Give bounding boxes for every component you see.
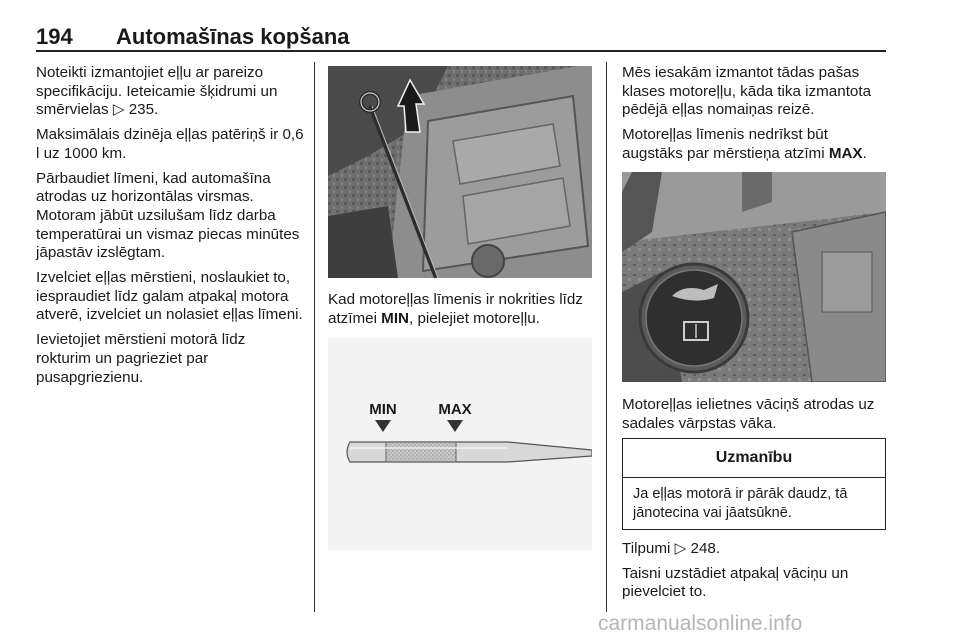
paragraph-insert-dipstick: Ievietojiet mērstieni motorā līdz rokturim un pagrieziet par pusapgriezienu. (36, 331, 246, 386)
paragraph-filler-cap: Motoreļļas ielietnes vāciņš atrodas uz sadales vārpstas vāka. (622, 396, 875, 432)
warning-box (622, 438, 886, 530)
dipstick-min-label: MIN (369, 401, 397, 418)
page-reference[interactable]: 235. (124, 101, 159, 119)
warning-text: Ja eļļas motorā ir pārāk daudz, tā jānotecina vai jāatsūknē. (633, 486, 848, 521)
column-3-caption (622, 396, 888, 439)
reference-triangle-icon: ▷ (112, 101, 125, 119)
column-3-footer (622, 540, 888, 608)
page-number: 194 (36, 24, 73, 49)
header-rule (36, 50, 886, 52)
paragraph-oil-spec: Noteikti izmantojiet eļļu ar pareizo specifikāciju. Ieteicamie šķidrumi un smērvielas ▷ 235. (36, 64, 278, 119)
column-divider-2 (606, 62, 607, 612)
chapter-title: Automašīnas kopšana (116, 24, 350, 49)
engine-dipstick-photo (328, 66, 592, 278)
min-marker-icon (375, 420, 391, 432)
page-reference[interactable]: 248. (686, 540, 721, 557)
paragraph-dipstick: Izvelciet eļļas mērstieni, noslaukiet to, iespraudiet līdz galam atpakaļ motora atverē, izvelciet un nolasiet eļļas līmeni. (36, 269, 303, 324)
dipstick-illustration (328, 338, 592, 550)
reference-triangle-icon: ▷ (674, 540, 687, 557)
paragraph-max-level: Motoreļļas līmenis nedrīkst būt augstāks par mērstieņa atzīmi MAX. (622, 126, 867, 162)
column-1 (36, 64, 304, 393)
paragraph-capacities: Tilpumi ▷ 248. (622, 540, 721, 557)
column-2 (328, 291, 594, 334)
oil-filler-cap-photo (622, 172, 886, 382)
paragraph-check-level: Pārbaudiet līmeni, kad automašīna atrodas uz horizontālas virsmas. Motoram jābūt uzsilušam līdz darba temperatūrai un vismaz piecas minūtes jāpastāv izslēgtam. (36, 169, 300, 262)
paragraph-consumption: Maksimālais dzinēja eļļas patēriņš ir 0,6 l uz 1000 km. (36, 126, 304, 162)
caption-min-level: Kad motoreļļas līmenis ir nokrities līdz atzīmei MIN, pielejiet motoreļļu. (328, 291, 583, 327)
column-3 (622, 64, 888, 170)
watermark: carmanualsonline.info (598, 612, 803, 635)
max-marker-icon (447, 420, 463, 432)
page-header (36, 20, 886, 54)
column-divider-1 (314, 62, 315, 612)
warning-title: Uzmanību (623, 439, 885, 478)
dipstick-max-label: MAX (438, 401, 472, 418)
paragraph-reinstall-cap: Taisni uzstādiet atpakaļ vāciņu un pievelciet to. (622, 564, 849, 601)
paragraph-same-oil: Mēs iesakām izmantot tādas pašas klases motoreļļu, kāda tika izmantota pēdējā eļļas nomaiņas reizē. (622, 64, 872, 119)
